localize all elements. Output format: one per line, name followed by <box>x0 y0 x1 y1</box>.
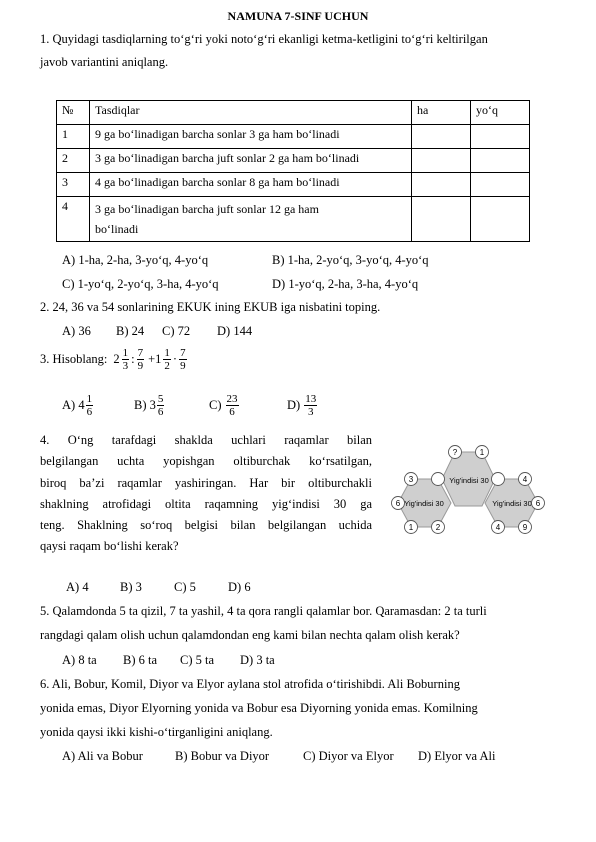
vertex-label: 1 <box>479 448 485 457</box>
q3-fraction-3-den: 2 <box>164 360 170 372</box>
q3-fraction-2-den: 9 <box>137 360 144 372</box>
row-statement-line1: 3 ga bo‘linadigan barcha juft sonlar 12 ga ham <box>95 202 319 216</box>
q1-text-line1: 1. Quyidagi tasdiqlarning to‘g‘ri yoki noto‘g‘ri ekanligi ketma-ketligini to‘g‘ri keltirilgan <box>40 32 488 46</box>
q2-option-b[interactable]: B) 24 <box>116 324 145 338</box>
q1-text-line2: javob variantini aniqlang. <box>40 55 169 69</box>
q6-option-a[interactable]: A) Ali va Bobur <box>62 749 143 763</box>
q3-option-b-label: B) 3 <box>134 398 156 412</box>
yes-cell[interactable] <box>412 125 471 149</box>
q5-text-line1: 5. Qalamdonda 5 ta qizil, 7 ta yashil, 4 ta qora rangli qalamlar bor. Qaramasdan: 2 ta turli <box>40 604 487 618</box>
q4-text-line2: belgilangan uchta yopishgan oltiburchak ko‘rsatilgan, <box>40 454 372 469</box>
q3-fraction-4 <box>179 347 187 372</box>
table-header-row <box>57 101 530 125</box>
vertex-label: 2 <box>435 523 441 532</box>
q3-fraction-4-num: 7 <box>180 347 186 359</box>
q5-option-b[interactable]: B) 6 ta <box>123 653 158 667</box>
q3-fraction-1-den: 3 <box>122 360 129 372</box>
q3-fraction-1 <box>122 347 130 372</box>
vertex-label-question: ? <box>452 448 458 457</box>
q2-text: 2. 24, 36 va 54 sonlarining EKUK ining EKUB iga nisbatini toping. <box>40 300 381 314</box>
q3-fraction-2-num: 7 <box>137 347 144 359</box>
q3-option-a-den: 6 <box>86 406 93 418</box>
table-row <box>57 173 530 197</box>
q3-expression-line <box>40 347 187 372</box>
q3-option-c-fraction <box>226 393 239 418</box>
hexagon-top-label: Yig'indisi 30 <box>449 476 489 485</box>
q4-text <box>40 430 372 558</box>
row-statement-line2: bo‘linadi <box>95 222 139 236</box>
header-number: № <box>57 101 90 125</box>
vertex-circle <box>492 473 505 486</box>
table-row <box>57 125 530 149</box>
vertex-label: 4 <box>495 523 501 532</box>
page-title: NAMUNA 7-SINF UCHUN <box>227 9 369 23</box>
q3-option-b[interactable] <box>134 393 164 418</box>
no-cell[interactable] <box>471 173 530 197</box>
no-cell[interactable] <box>471 125 530 149</box>
q3-option-a-fraction <box>86 393 94 418</box>
q1-option-c[interactable]: C) 1-yo‘q, 2-yo‘q, 3-ha, 4-yo‘q <box>62 277 219 291</box>
q3-fraction-3-num: 1 <box>164 347 170 359</box>
q3-option-d-label: D) <box>287 398 301 412</box>
q5-option-a[interactable]: A) 8 ta <box>62 653 97 667</box>
q5-text-line2: rangdagi qalam olish uchun qalamdondan eng kami bilan nechta qalam olish kerak? <box>40 628 460 642</box>
hexagon-right-label: Yig'indisi 30 <box>492 499 532 508</box>
header-yes: ha <box>412 101 471 125</box>
vertex-circle <box>432 473 445 486</box>
header-statements: Tasdiqlar <box>90 101 412 125</box>
row-number: 4 <box>57 197 90 242</box>
q6-text-line2: yonida emas, Diyor Elyorning yonida va Bobur esa Diyorning yonida emas. Komilning <box>40 701 478 715</box>
hexagon-figure <box>388 440 550 540</box>
q4-text-line3: biroq ba’zi raqamlar yashiringan. Har bir oltiburchakli <box>40 475 372 490</box>
row-statement: 9 ga bo‘linadigan barcha sonlar 3 ga ham bo‘linadi <box>90 125 412 149</box>
vertex-label: 6 <box>395 499 401 508</box>
q3-option-c[interactable] <box>209 393 239 418</box>
table-row <box>57 197 530 242</box>
q4-option-c[interactable]: C) 5 <box>174 580 196 594</box>
q3-option-b-num: 5 <box>157 393 164 405</box>
q1-option-d[interactable]: D) 1-yo‘q, 2-ha, 3-ha, 4-yo‘q <box>272 277 419 291</box>
q1-option-b[interactable]: B) 1-ha, 2-yo‘q, 3-yo‘q, 4-yo‘q <box>272 253 429 267</box>
q3-option-d-fraction <box>304 393 317 418</box>
row-statement: 3 ga bo‘linadigan barcha juft sonlar 2 ga ham bo‘linadi <box>90 149 412 173</box>
q4-text-line5: teng. Shaklning so‘roq belgisi bilan belgilangan uchida <box>40 518 372 533</box>
row-number: 3 <box>57 173 90 197</box>
q3-option-a-label: A) 4 <box>62 398 85 412</box>
yes-cell[interactable] <box>412 149 471 173</box>
hexagon-left-label: Yig'indisi 30 <box>404 499 444 508</box>
q3-option-c-num: 23 <box>226 393 238 405</box>
row-number: 2 <box>57 149 90 173</box>
q3-whole-1: 2 <box>113 352 120 366</box>
q2-option-c[interactable]: C) 72 <box>162 324 191 338</box>
table-row <box>57 149 530 173</box>
q4-option-b[interactable]: B) 3 <box>120 580 142 594</box>
q3-option-a-num: 1 <box>86 393 93 405</box>
q3-fraction-4-den: 9 <box>180 360 186 372</box>
q3-option-b-fraction <box>157 393 165 418</box>
row-statement: 4 ga bo‘linadigan barcha sonlar 8 ga ham bo‘linadi <box>90 173 412 197</box>
yes-cell[interactable] <box>412 173 471 197</box>
vertex-label: 3 <box>408 475 414 484</box>
q1-option-a[interactable]: A) 1-ha, 2-ha, 3-yo‘q, 4-yo‘q <box>62 253 209 267</box>
q3-op-2: +1 <box>148 352 162 366</box>
no-cell[interactable] <box>471 197 530 242</box>
q3-fraction-1-num: 1 <box>122 347 129 359</box>
q2-option-a[interactable]: A) 36 <box>62 324 91 338</box>
q4-text-line1: 4. O‘ng tarafdagi shaklda uchlari raqamlar bilan <box>40 433 372 447</box>
yes-cell[interactable] <box>412 197 471 242</box>
q4-text-line6: qaysi raqam bo‘lishi kerak? <box>40 539 179 554</box>
row-statement <box>90 197 412 242</box>
q3-option-d-den: 3 <box>307 406 314 418</box>
q3-fraction-3 <box>163 347 171 372</box>
q6-option-c[interactable]: C) Diyor va Elyor <box>303 749 394 763</box>
q6-text-line1: 6. Ali, Bobur, Komil, Diyor va Elyor aylana stol atrofida o‘tirishibdi. Ali Boburning <box>40 677 460 691</box>
q6-text-line3: yonida qaysi ikki kishi-o‘tirganligini aniqlang. <box>40 725 273 739</box>
q6-option-d[interactable]: D) Elyor va Ali <box>418 749 496 763</box>
q3-fraction-2 <box>137 347 145 372</box>
q3-option-d-num: 13 <box>305 393 317 405</box>
statements-table <box>56 100 530 242</box>
row-number: 1 <box>57 125 90 149</box>
q4-option-a[interactable]: A) 4 <box>66 580 89 594</box>
q3-op-3: · <box>172 352 178 366</box>
q4-option-d[interactable]: D) 6 <box>228 580 251 594</box>
q5-option-d[interactable]: D) 3 ta <box>240 653 275 667</box>
vertex-label: 9 <box>522 523 528 532</box>
q3-option-a[interactable] <box>62 393 93 418</box>
header-no: yo‘q <box>471 101 530 125</box>
q2-option-d[interactable]: D) 144 <box>217 324 253 338</box>
vertex-label: 6 <box>535 499 541 508</box>
q3-option-c-den: 6 <box>229 406 235 418</box>
vertex-label: 4 <box>522 475 528 484</box>
q4-text-line4: shaklning atrofidagi oltita raqamning yig‘indisi 30 ga <box>40 496 372 511</box>
q3-op-1: : <box>131 352 135 366</box>
no-cell[interactable] <box>471 149 530 173</box>
q5-option-c[interactable]: C) 5 ta <box>180 653 215 667</box>
q3-option-d[interactable] <box>287 393 317 418</box>
vertex-label: 1 <box>408 523 414 532</box>
q6-option-b[interactable]: B) Bobur va Diyor <box>175 749 270 763</box>
q3-label: 3. Hisoblang: <box>40 352 108 366</box>
q3-option-b-den: 6 <box>157 406 164 418</box>
q3-option-c-label: C) <box>209 398 222 412</box>
